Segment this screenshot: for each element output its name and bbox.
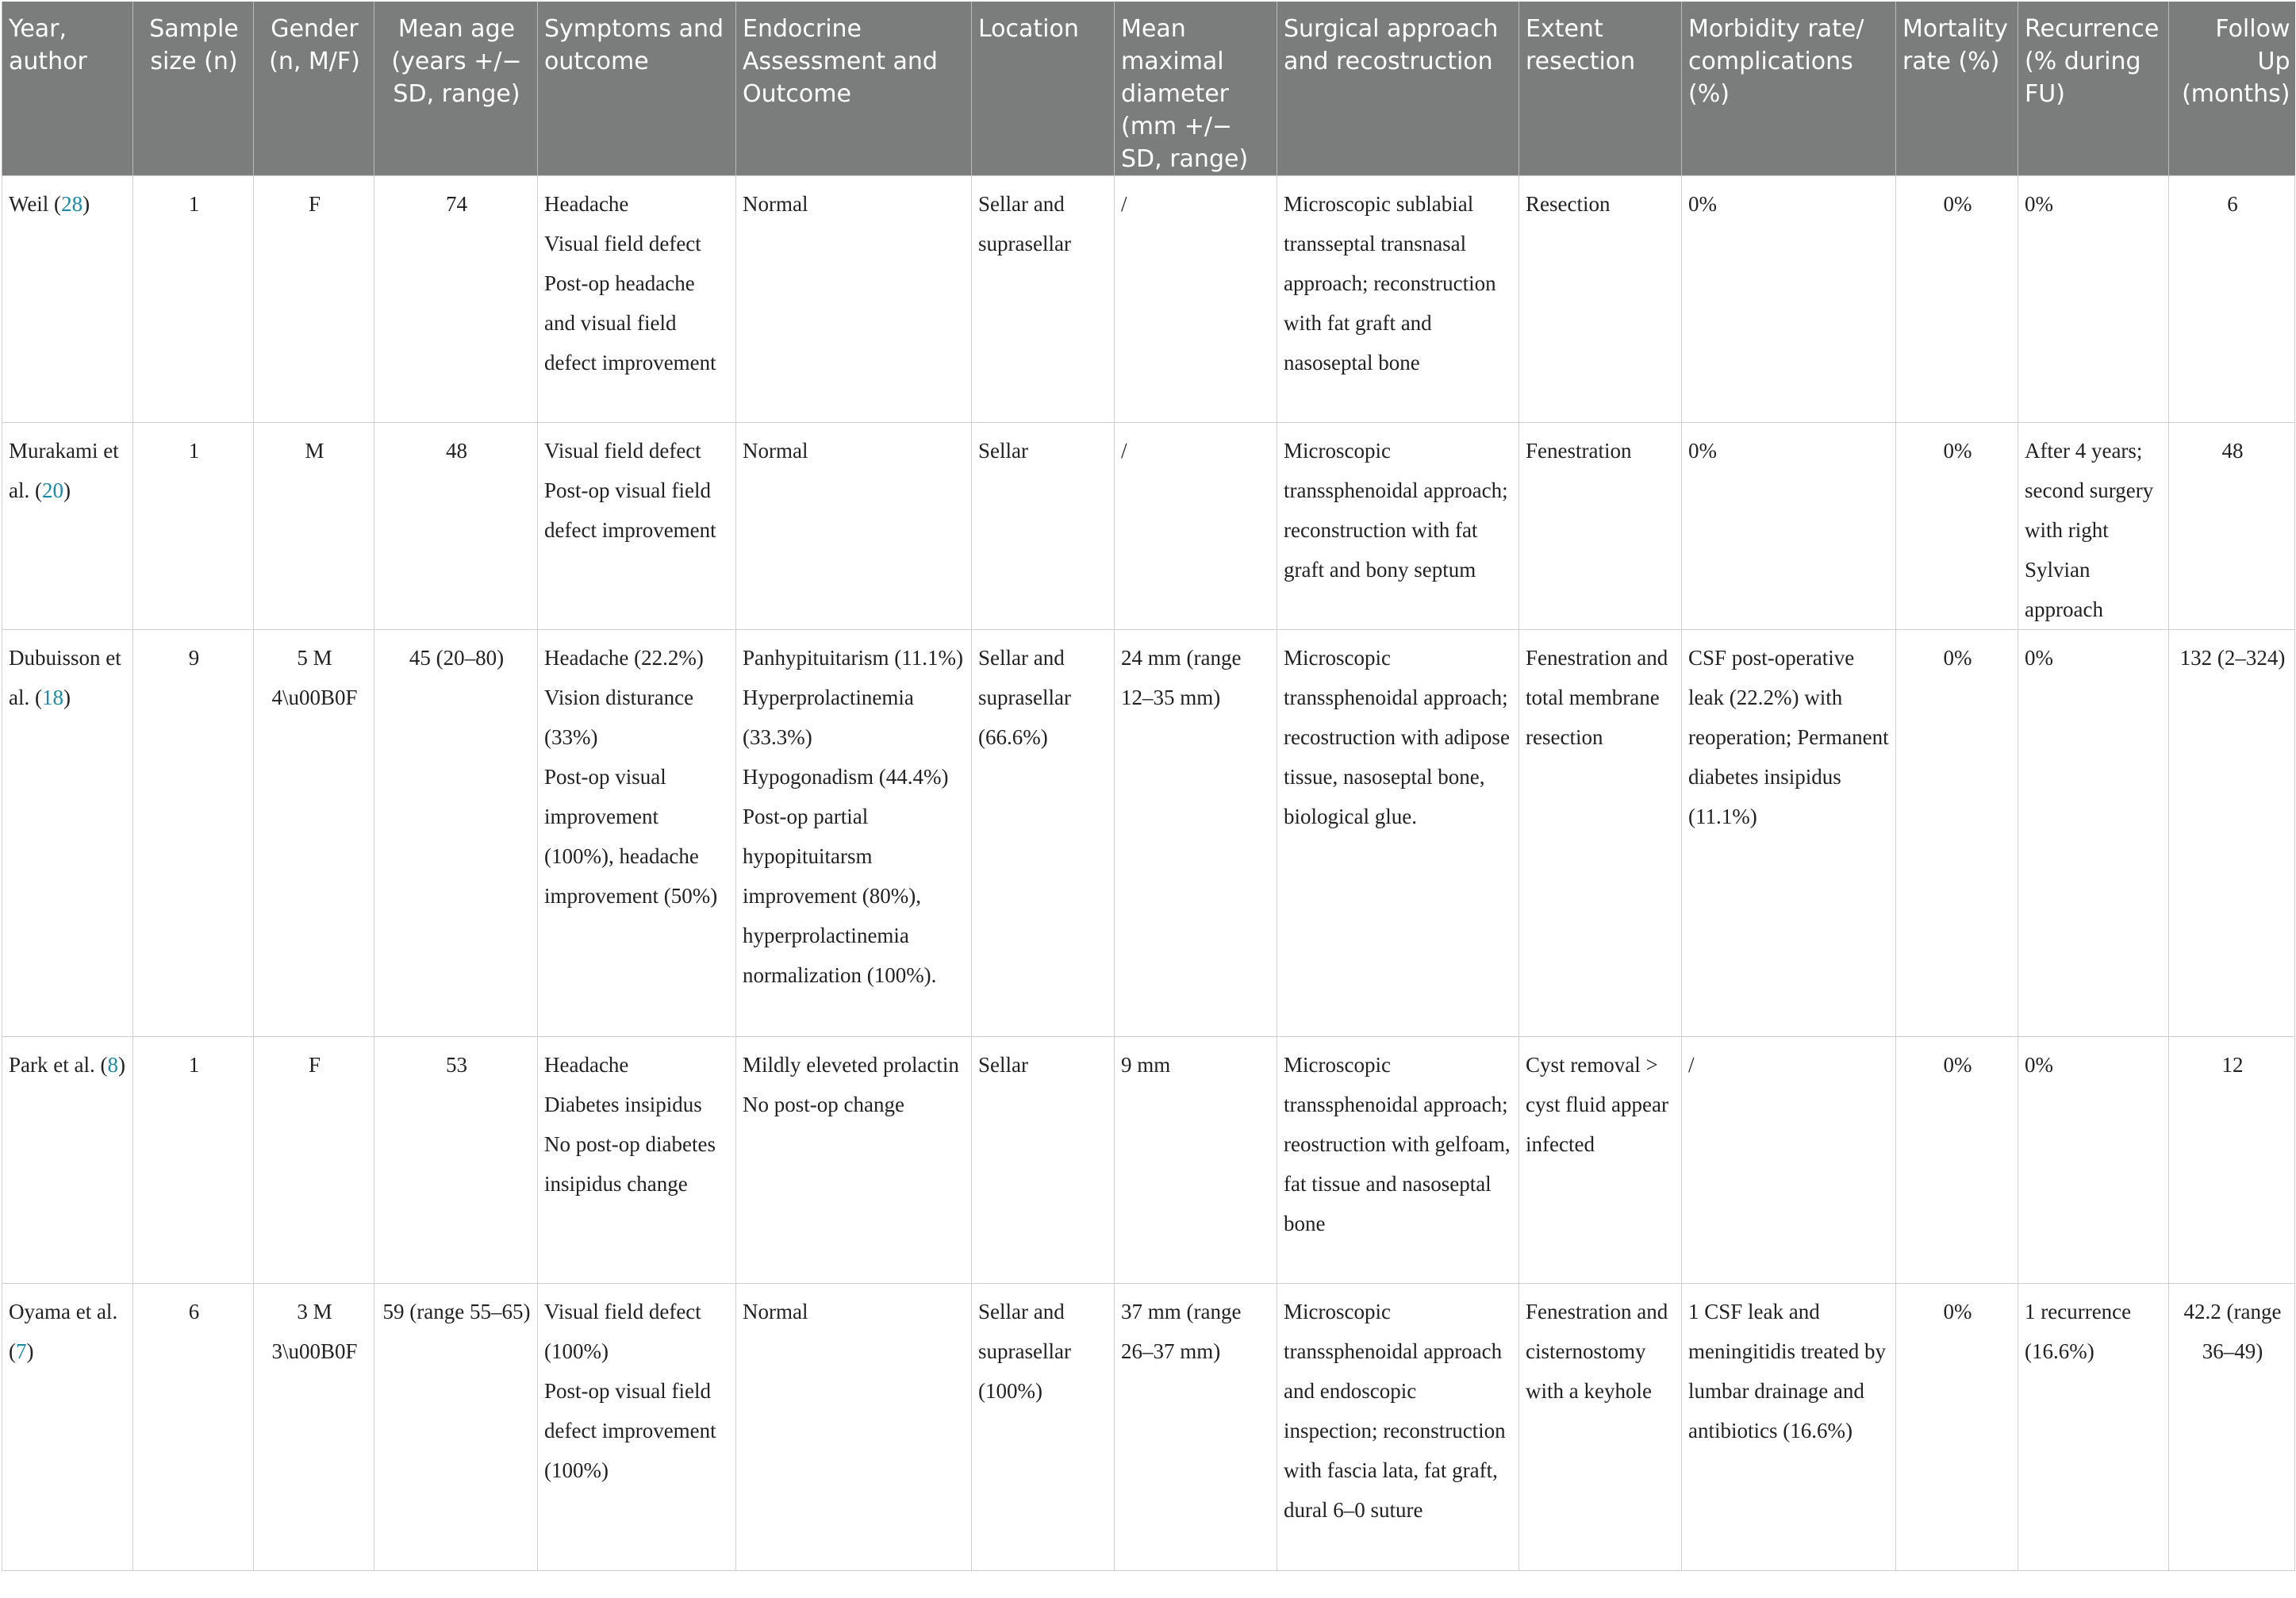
cell-location: Sellar and suprasellar (66.6%) xyxy=(972,630,1115,1037)
cell-gender: F xyxy=(254,176,374,423)
cell-morbidity: 1 CSF leak and meningitidis treated by lumbar drainage and antibiotics (16.6%) xyxy=(1682,1284,1896,1571)
cell-sample-size: 1 xyxy=(133,423,254,630)
header-gender: Gender (n, M/F) xyxy=(254,2,374,176)
author-text: Murakami et al. ( xyxy=(9,439,119,502)
symptom-line: Diabetes insipidus xyxy=(544,1093,702,1116)
cell-extent-resection: Fenestration xyxy=(1519,423,1682,630)
cell-endocrine xyxy=(736,630,972,1037)
author-text: Park et al. ( xyxy=(9,1053,108,1077)
cell-mean-age: 48 xyxy=(374,423,538,630)
cell-symptoms xyxy=(538,176,736,423)
cell-author xyxy=(2,423,133,630)
cell-diameter: / xyxy=(1115,423,1277,630)
cell-author xyxy=(2,176,133,423)
cell-sample-size: 9 xyxy=(133,630,254,1037)
header-symptoms: Symptoms and outcome xyxy=(538,2,736,176)
cell-endocrine xyxy=(736,1037,972,1284)
header-mean-age: Mean age (years +/− SD, range) xyxy=(374,2,538,176)
cell-recurrence: 0% xyxy=(2018,176,2169,423)
cell-mean-age: 59 (range 55–65) xyxy=(374,1284,538,1571)
endocrine-line: Normal xyxy=(743,192,808,216)
header-mortality: Mortality rate (%) xyxy=(1896,2,2018,176)
reference-link[interactable]: 18 xyxy=(41,686,63,709)
cell-diameter: 37 mm (range 26–37 mm) xyxy=(1115,1284,1277,1571)
table-row xyxy=(2,176,2295,423)
cell-morbidity: 0% xyxy=(1682,423,1896,630)
cell-extent-resection: Fenestration and cisternostomy with a keyhole xyxy=(1519,1284,1682,1571)
symptom-line: Vision disturance (33%) xyxy=(544,686,694,749)
header-follow-up: Follow Up (months) xyxy=(2169,2,2295,176)
cell-gender: 5 M 4\u00B0F xyxy=(254,630,374,1037)
symptom-line: Post-op visual field defect improvement xyxy=(544,478,716,542)
cell-mortality: 0% xyxy=(1896,1037,2018,1284)
endocrine-line: Normal xyxy=(743,439,808,463)
cell-mortality: 0% xyxy=(1896,630,2018,1037)
symptom-line: Visual field defect xyxy=(544,232,701,255)
cell-extent-resection: Fenestration and total membrane resection xyxy=(1519,630,1682,1037)
cell-surgical-approach: Microscopic transsphenoidal approach; recostruction with adipose tissue, nasoseptal bone, biological glue. xyxy=(1277,630,1519,1037)
endocrine-line: Post-op partial hypopituitarsm improvement (80%), hyperprolactinemia normalization (100%). xyxy=(743,805,937,987)
cell-endocrine xyxy=(736,423,972,630)
cell-surgical-approach: Microscopic transsphenoidal approach; reconstruction with fat graft and bony septum xyxy=(1277,423,1519,630)
symptom-line: Visual field defect (100%) xyxy=(544,1300,701,1363)
endocrine-line: No post-op change xyxy=(743,1093,904,1116)
cell-diameter: 24 mm (range 12–35 mm) xyxy=(1115,630,1277,1037)
cell-gender: 3 M 3\u00B0F xyxy=(254,1284,374,1571)
cell-endocrine xyxy=(736,176,972,423)
table-row xyxy=(2,1037,2295,1284)
author-text-end: ) xyxy=(63,478,71,502)
cell-follow-up: 42.2 (range 36–49) xyxy=(2169,1284,2295,1571)
cell-morbidity: CSF post-operative leak (22.2%) with reoperation; Permanent diabetes insipidus (11.1%) xyxy=(1682,630,1896,1037)
cell-location: Sellar xyxy=(972,423,1115,630)
cell-mean-age: 74 xyxy=(374,176,538,423)
cell-author xyxy=(2,1284,133,1571)
header-location: Location xyxy=(972,2,1115,176)
cell-follow-up: 132 (2–324) xyxy=(2169,630,2295,1037)
cell-follow-up: 6 xyxy=(2169,176,2295,423)
author-text: Weil ( xyxy=(9,192,62,216)
table-row xyxy=(2,423,2295,630)
header-surgical-approach: Surgical approach and recostruction xyxy=(1277,2,1519,176)
cell-surgical-approach: Microscopic transsphenoidal approach and endoscopic inspection; reconstruction with fascia lata, fat graft, dural 6–0 suture xyxy=(1277,1284,1519,1571)
reference-link[interactable]: 20 xyxy=(41,478,63,502)
symptom-line: Headache (22.2%) xyxy=(544,646,704,670)
cell-author xyxy=(2,630,133,1037)
cell-symptoms xyxy=(538,1037,736,1284)
cell-recurrence: 0% xyxy=(2018,1037,2169,1284)
cell-sample-size: 1 xyxy=(133,176,254,423)
cell-recurrence: After 4 years; second surgery with right Sylvian approach xyxy=(2018,423,2169,630)
symptom-line: Visual field defect xyxy=(544,439,701,463)
cell-symptoms xyxy=(538,630,736,1037)
endocrine-line: Panhypituitarism (11.1%) xyxy=(743,646,963,670)
header-diameter: Mean maximal diameter (mm +/− SD, range) xyxy=(1115,2,1277,176)
cell-gender: F xyxy=(254,1037,374,1284)
reference-link[interactable]: 7 xyxy=(16,1339,27,1363)
cell-diameter: / xyxy=(1115,176,1277,423)
header-sample-size: Sample size (n) xyxy=(133,2,254,176)
reference-link[interactable]: 28 xyxy=(61,192,83,216)
header-recurrence: Recurrence (% during FU) xyxy=(2018,2,2169,176)
symptom-line: Post-op visual improvement (100%), headache improvement (50%) xyxy=(544,765,718,908)
table-row xyxy=(2,1284,2295,1571)
cell-morbidity: / xyxy=(1682,1037,1896,1284)
cell-sample-size: 6 xyxy=(133,1284,254,1571)
cell-author xyxy=(2,1037,133,1284)
symptom-line: No post-op diabetes insipidus change xyxy=(544,1132,716,1196)
cell-location: Sellar xyxy=(972,1037,1115,1284)
cell-location: Sellar and suprasellar (100%) xyxy=(972,1284,1115,1571)
cell-surgical-approach: Microscopic transsphenoidal approach; reostruction with gelfoam, fat tissue and nasoseptal bone xyxy=(1277,1037,1519,1284)
header-author: Year, author xyxy=(2,2,133,176)
cell-recurrence: 1 recurrence (16.6%) xyxy=(2018,1284,2169,1571)
cell-endocrine xyxy=(736,1284,972,1571)
header-morbidity: Morbidity rate/ complications (%) xyxy=(1682,2,1896,176)
cell-mean-age: 53 xyxy=(374,1037,538,1284)
author-text-end: ) xyxy=(83,192,90,216)
studies-table xyxy=(2,2,2295,1571)
author-text-end: ) xyxy=(26,1339,34,1363)
reference-link[interactable]: 8 xyxy=(107,1053,118,1077)
cell-symptoms xyxy=(538,1284,736,1571)
cell-symptoms xyxy=(538,423,736,630)
cell-morbidity: 0% xyxy=(1682,176,1896,423)
endocrine-line: Hypogonadism (44.4%) xyxy=(743,765,949,789)
endocrine-line: Mildly eleveted prolactin xyxy=(743,1053,959,1077)
cell-gender: M xyxy=(254,423,374,630)
cell-extent-resection: Resection xyxy=(1519,176,1682,423)
header-endocrine: Endocrine Assessment and Outcome xyxy=(736,2,972,176)
cell-extent-resection: Cyst removal > cyst fluid appear infected xyxy=(1519,1037,1682,1284)
endocrine-line: Hyperprolactinemia (33.3%) xyxy=(743,686,914,749)
cell-surgical-approach: Microscopic sublabial transseptal transnasal approach; reconstruction with fat graft and nasoseptal bone xyxy=(1277,176,1519,423)
table-row xyxy=(2,630,2295,1037)
author-text: Dubuisson et al. ( xyxy=(9,646,121,709)
header-row xyxy=(2,2,2295,176)
endocrine-line: Normal xyxy=(743,1300,808,1323)
header-extent-resection: Extent resection xyxy=(1519,2,1682,176)
symptom-line: Headache xyxy=(544,1053,629,1077)
cell-mortality: 0% xyxy=(1896,423,2018,630)
symptom-line: Post-op headache and visual field defect improvement xyxy=(544,271,716,375)
author-text-end: ) xyxy=(63,686,71,709)
cell-location: Sellar and suprasellar xyxy=(972,176,1115,423)
cell-mean-age: 45 (20–80) xyxy=(374,630,538,1037)
cell-mortality: 0% xyxy=(1896,176,2018,423)
cell-diameter: 9 mm xyxy=(1115,1037,1277,1284)
author-text: Oyama et al. ( xyxy=(9,1300,118,1363)
author-text-end: ) xyxy=(117,1053,125,1077)
cell-recurrence: 0% xyxy=(2018,630,2169,1037)
symptom-line: Headache xyxy=(544,192,629,216)
cell-mortality: 0% xyxy=(1896,1284,2018,1571)
cell-follow-up: 48 xyxy=(2169,423,2295,630)
cell-follow-up: 12 xyxy=(2169,1037,2295,1284)
cell-sample-size: 1 xyxy=(133,1037,254,1284)
symptom-line: Post-op visual field defect improvement (100%) xyxy=(544,1379,716,1482)
